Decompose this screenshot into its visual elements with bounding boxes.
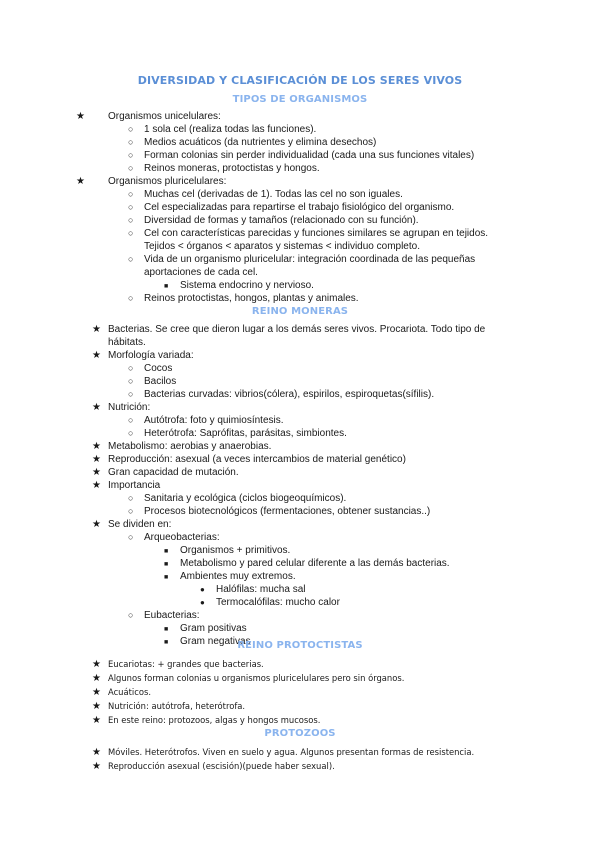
list-item-text: Procesos biotecnológicos (fermentaciones, obtener sustancias..) bbox=[144, 506, 431, 517]
star-bullet-icon: ★ bbox=[92, 687, 101, 698]
list-item-text: Algunos forman colonias u organismos pluricelulares pero sin órganos. bbox=[108, 673, 405, 683]
list-item-text: Organismos pluricelulares: bbox=[108, 176, 227, 187]
circle-bullet-icon: ○ bbox=[128, 610, 134, 620]
list-item-text: Autótrofa: foto y quimiosíntesis. bbox=[144, 415, 284, 426]
list-item-text: 1 sola cel (realiza todas las funciones). bbox=[144, 124, 317, 135]
list-item-text: Metabolismo: aerobias y anaerobias. bbox=[108, 441, 272, 452]
circle-bullet-icon: ○ bbox=[128, 254, 134, 264]
list-item-text: Organismos unicelulares: bbox=[108, 111, 221, 122]
square-bullet-icon: ■ bbox=[164, 548, 169, 555]
list-item-text: Eucariotas: + grandes que bacterias. bbox=[108, 659, 264, 669]
circle-bullet-icon: ○ bbox=[128, 228, 134, 238]
list-item-text: Arqueobacterias: bbox=[144, 532, 220, 543]
list-item-text: Cel con características parecidas y funciones similares se agrupan en tejidos. bbox=[144, 228, 489, 239]
list-item-text: Sistema endocrino y nervioso. bbox=[180, 280, 314, 291]
star-bullet-icon: ★ bbox=[92, 659, 101, 670]
list-item-text: Gram negativas bbox=[180, 636, 251, 647]
circle-bullet-icon: ○ bbox=[128, 389, 134, 399]
circle-bullet-icon: ○ bbox=[128, 189, 134, 199]
circle-bullet-icon: ○ bbox=[128, 493, 134, 503]
section-heading-tipos: TIPOS DE ORGANISMOS bbox=[232, 94, 368, 105]
section-heading-protoctistas: REINO PROTOCTISTAS bbox=[237, 640, 363, 651]
section-heading-protozoos: PROTOZOOS bbox=[264, 728, 336, 739]
list-item-text: Gram positivas bbox=[180, 623, 247, 634]
list-item-text: Muchas cel (derivadas de 1). Todas las cel no son iguales. bbox=[144, 189, 403, 200]
list-item-text: Eubacterias: bbox=[144, 610, 200, 621]
list-item-text: Vida de un organismo pluricelular: integración coordinada de las pequeñas bbox=[144, 254, 476, 265]
list-item-text: Metabolismo y pared celular diferente a las demás bacterias. bbox=[180, 558, 450, 569]
list-item-text: Termocalófilas: mucho calor bbox=[216, 597, 340, 608]
list-item-text: Cocos bbox=[144, 363, 173, 374]
star-bullet-icon: ★ bbox=[92, 747, 101, 758]
list-item-text: Bacilos bbox=[144, 376, 177, 387]
list-item-text: Bacterias curvadas: vibrios(cólera), espirilos, espiroquetas(sífilis). bbox=[144, 389, 435, 400]
dot-bullet-icon: ● bbox=[200, 598, 205, 607]
list-item-text: Móviles. Heterótrofos. Viven en suelo y agua. Algunos presentan formas de resistencia. bbox=[108, 747, 475, 757]
list-item-text: Cel especializadas para repartirse el trabajo fisiológico del organismo. bbox=[144, 202, 455, 213]
list-item-text: Organismos + primitivos. bbox=[180, 545, 291, 556]
circle-bullet-icon: ○ bbox=[128, 363, 134, 373]
document-title: DIVERSIDAD Y CLASIFICACIÓN DE LOS SERES VIVOS bbox=[137, 74, 463, 87]
star-bullet-icon: ★ bbox=[76, 111, 85, 122]
list-item-text: Diversidad de formas y tamaños (relacionado con su función). bbox=[144, 215, 419, 226]
star-bullet-icon: ★ bbox=[92, 519, 101, 530]
list-item-text: Forman colonias sin perder individualidad (cada una sus funciones vitales) bbox=[144, 150, 475, 161]
circle-bullet-icon: ○ bbox=[128, 137, 134, 147]
list-item-text: aportaciones de cada cel. bbox=[144, 267, 258, 278]
square-bullet-icon: ■ bbox=[164, 639, 169, 646]
square-bullet-icon: ■ bbox=[164, 626, 169, 633]
circle-bullet-icon: ○ bbox=[128, 532, 134, 542]
list-item-text: Reinos protoctistas, hongos, plantas y animales. bbox=[144, 293, 359, 304]
star-bullet-icon: ★ bbox=[92, 454, 101, 465]
dot-bullet-icon: ● bbox=[200, 585, 205, 594]
list-item-text: Reproducción asexual (escisión)(puede haber sexual). bbox=[108, 761, 335, 771]
circle-bullet-icon: ○ bbox=[128, 428, 134, 438]
star-bullet-icon: ★ bbox=[92, 480, 101, 491]
square-bullet-icon: ■ bbox=[164, 561, 169, 568]
list-item-text: Heterótrofa: Saprófitas, parásitas, simbiontes. bbox=[144, 428, 347, 439]
star-bullet-icon: ★ bbox=[92, 701, 101, 712]
star-bullet-icon: ★ bbox=[92, 350, 101, 361]
star-bullet-icon: ★ bbox=[76, 176, 85, 187]
circle-bullet-icon: ○ bbox=[128, 376, 134, 386]
list-item-text: Morfología variada: bbox=[108, 350, 194, 361]
list-item-text: Reinos moneras, protoctistas y hongos. bbox=[144, 163, 320, 174]
circle-bullet-icon: ○ bbox=[128, 202, 134, 212]
square-bullet-icon: ■ bbox=[164, 574, 169, 581]
list-item-text: Bacterias. Se cree que dieron lugar a los demás seres vivos. Procariota. Todo tipo de bbox=[108, 324, 486, 335]
circle-bullet-icon: ○ bbox=[128, 506, 134, 516]
list-item-text: En este reino: protozoos, algas y hongos mucosos. bbox=[108, 715, 321, 725]
list-item-text: Acuáticos. bbox=[108, 687, 151, 697]
list-item-text: Reproducción: asexual (a veces intercambios de material genético) bbox=[108, 454, 406, 465]
list-item-text: Halófilas: mucha sal bbox=[216, 584, 306, 595]
star-bullet-icon: ★ bbox=[92, 467, 101, 478]
star-bullet-icon: ★ bbox=[92, 673, 101, 684]
star-bullet-icon: ★ bbox=[92, 761, 101, 772]
circle-bullet-icon: ○ bbox=[128, 124, 134, 134]
star-bullet-icon: ★ bbox=[92, 402, 101, 413]
circle-bullet-icon: ○ bbox=[128, 215, 134, 225]
list-item-text: Nutrición: autótrofa, heterótrofa. bbox=[108, 701, 246, 711]
list-item-text: Nutrición: bbox=[108, 402, 151, 413]
star-bullet-icon: ★ bbox=[92, 441, 101, 452]
list-item-text: Tejidos < órganos < aparatos y sistemas < individuo completo. bbox=[144, 241, 420, 252]
list-item-text: Sanitaria y ecológica (ciclos biogeoquímicos). bbox=[144, 493, 347, 504]
section-heading-moneras: REINO MONERAS bbox=[251, 306, 349, 317]
circle-bullet-icon: ○ bbox=[128, 150, 134, 160]
square-bullet-icon: ■ bbox=[164, 283, 169, 290]
star-bullet-icon: ★ bbox=[92, 715, 101, 726]
list-item-text: Importancia bbox=[108, 480, 161, 491]
list-item-text: Ambientes muy extremos. bbox=[180, 571, 296, 582]
list-item-text: hábitats. bbox=[108, 337, 146, 348]
list-item-text: Gran capacidad de mutación. bbox=[108, 467, 239, 478]
circle-bullet-icon: ○ bbox=[128, 293, 134, 303]
circle-bullet-icon: ○ bbox=[128, 163, 134, 173]
star-bullet-icon: ★ bbox=[92, 324, 101, 335]
circle-bullet-icon: ○ bbox=[128, 415, 134, 425]
list-item-text: Medios acuáticos (da nutrientes y elimina desechos) bbox=[144, 137, 377, 148]
list-item-text: Se dividen en: bbox=[108, 519, 172, 530]
